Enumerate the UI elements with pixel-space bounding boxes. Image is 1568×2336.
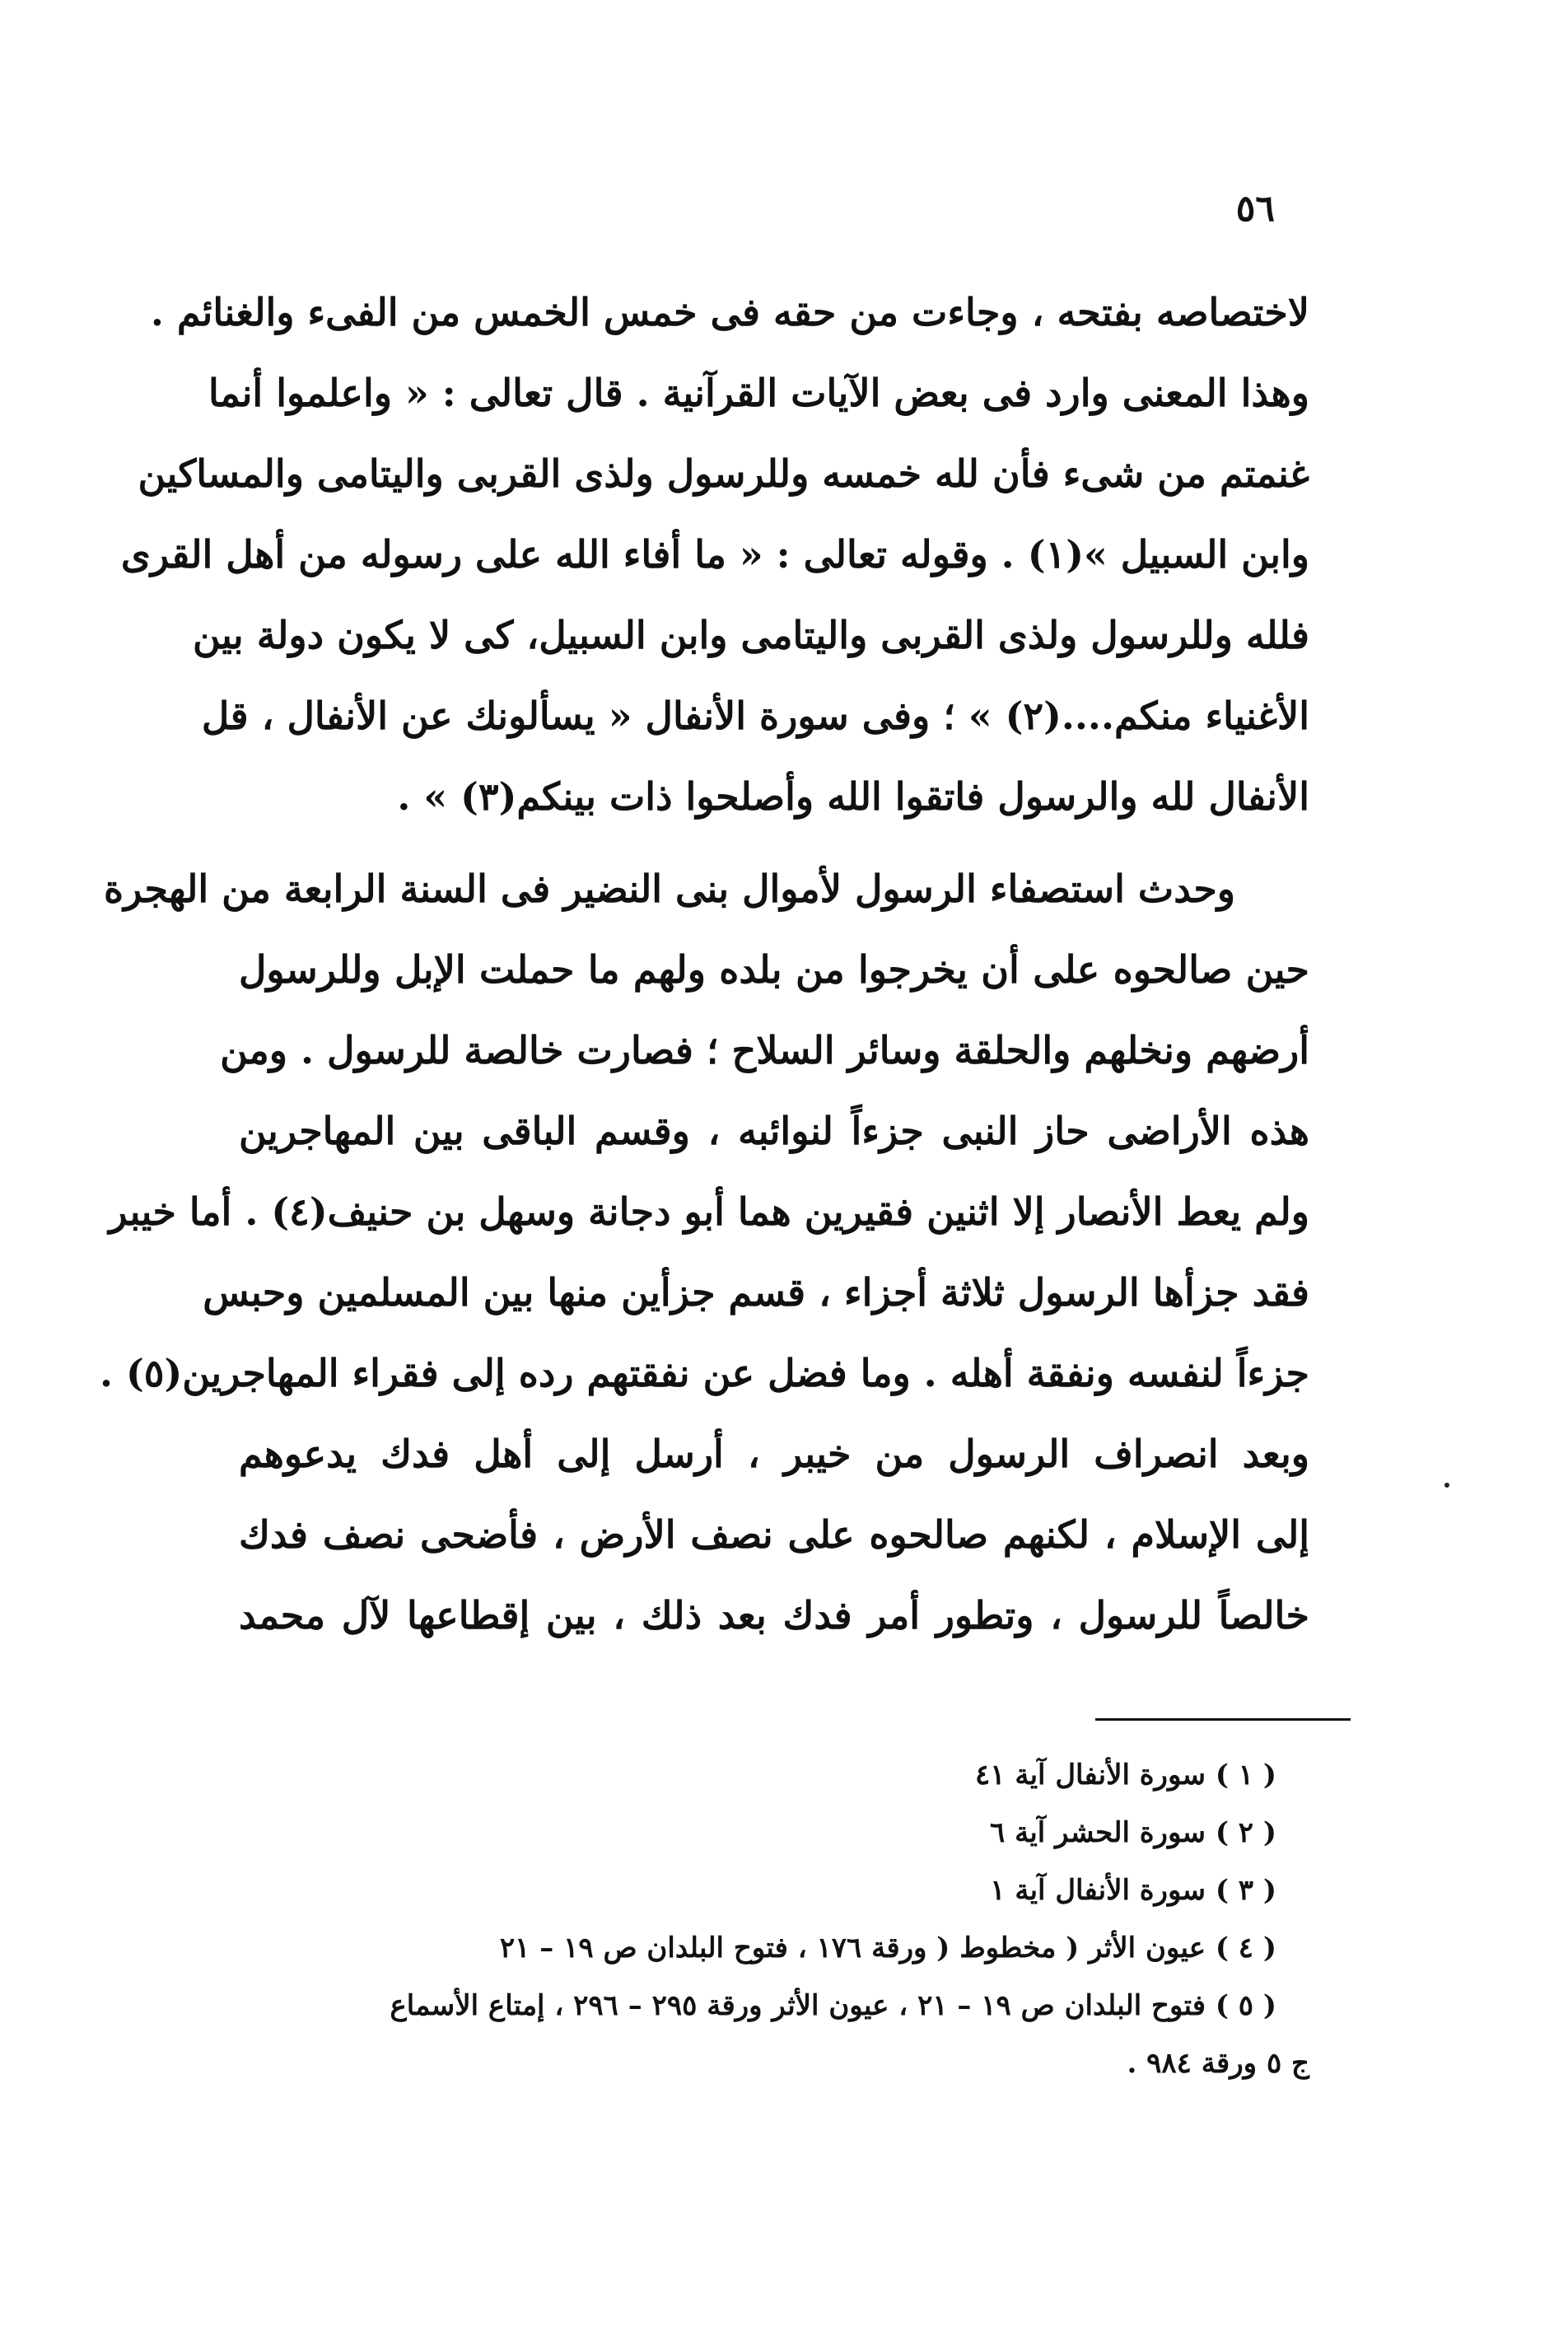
body-line: خالصاً للرسول ، وتطور أمر فدك بعد ذلك ، بين إقطاعها لآل محمد: [239, 1593, 1309, 1638]
body-text: [99, 272, 1309, 1656]
page-number: ٥٦: [1235, 188, 1275, 230]
body-line: هذه الأراضى حاز النبى جزءاً لنوائبه ، وقسم الباقى بين المهاجرين: [239, 1109, 1309, 1153]
body-line: فقد جزأها الرسول ثلاثة أجزاء ، قسم جزأين منها بين المسلمين وحبس: [203, 1270, 1309, 1315]
footnote: ( ١ ) سورة الأنفال آية ٤١: [975, 1759, 1276, 1792]
scan-speck: [1444, 1483, 1449, 1488]
footnote: ( ٥ ) فتوح البلدان ص ١٩ – ٢١ ، عيون الأثر ورقة ٢٩٥ – ٢٩٦ ، إمتاع الأسماع: [390, 1989, 1276, 2022]
body-line: فلله وللرسول ولذى القربى واليتامى وابن السبيل، كى لا يكون دولة بين: [193, 613, 1309, 657]
body-line: جزءاً لنفسه ونفقة أهله . وما فضل عن نفقتهم رده إلى فقراء المهاجرين(٥) .: [99, 1351, 1309, 1395]
paragraph-gap: [239, 837, 1309, 848]
body-line: لاختصاصه بفتحه ، وجاءت من حقه فى خمس الخمس من الفىء والغنائم .: [150, 290, 1309, 334]
body-line: وحدث استصفاء الرسول لأموال بنى النضير فى السنة الرابعة من الهجرة: [103, 867, 1235, 911]
body-line: الأنفال لله والرسول فاتقوا الله وأصلحوا ذات بينكم(٣) » .: [397, 774, 1309, 819]
footnote-separator: [1095, 1718, 1351, 1721]
footnote: ( ٣ ) سورة الأنفال آية ١: [990, 1874, 1276, 1907]
footnotes: [231, 1746, 1309, 2092]
body-line: غنمتم من شىء فأن لله خمسه وللرسول ولذى القربى واليتامى والمساكين: [138, 451, 1309, 496]
body-line: إلى الإسلام ، لكنهم صالحوه على نصف الأرض ، فأضحى نصف فدك: [239, 1512, 1309, 1557]
body-line: وهذا المعنى وارد فى بعض الآيات القرآنية . قال تعالى : « واعلموا أنما: [208, 371, 1309, 415]
footnote: ( ٤ ) عيون الأثر ( مخطوط ( ورقة ١٧٦ ، فتوح البلدان ص ١٩ – ٢١: [499, 1932, 1276, 1965]
body-line: ولم يعط الأنصار إلا اثنين فقيرين هما أبو دجانة وسهل بن حنيف(٤) . أما خيبر: [109, 1189, 1309, 1234]
body-line: أرضهم ونخلهم والحلقة وسائر السلاح ؛ فصارت خالصة للرسول . ومن: [220, 1028, 1309, 1072]
body-line: وبعد انصراف الرسول من خيبر ، أرسل إلى أهل فدك يدعوهم: [239, 1432, 1309, 1476]
body-line: حين صالحوه على أن يخرجوا من بلده ولهم ما حملت الإبل وللرسول: [239, 947, 1309, 992]
footnote-continuation: ج ٥ ورقة ٩٨٤ .: [1127, 2047, 1309, 2080]
body-line: الأغنياء منكم....(٢) » ؛ وفى سورة الأنفال « يسألونك عن الأنفال ، قل: [201, 694, 1309, 738]
footnote: ( ٢ ) سورة الحشر آية ٦: [989, 1816, 1276, 1849]
body-line: وابن السبيل »(١) . وقوله تعالى : « ما أفاء الله على رسوله من أهل القرى: [120, 532, 1309, 577]
